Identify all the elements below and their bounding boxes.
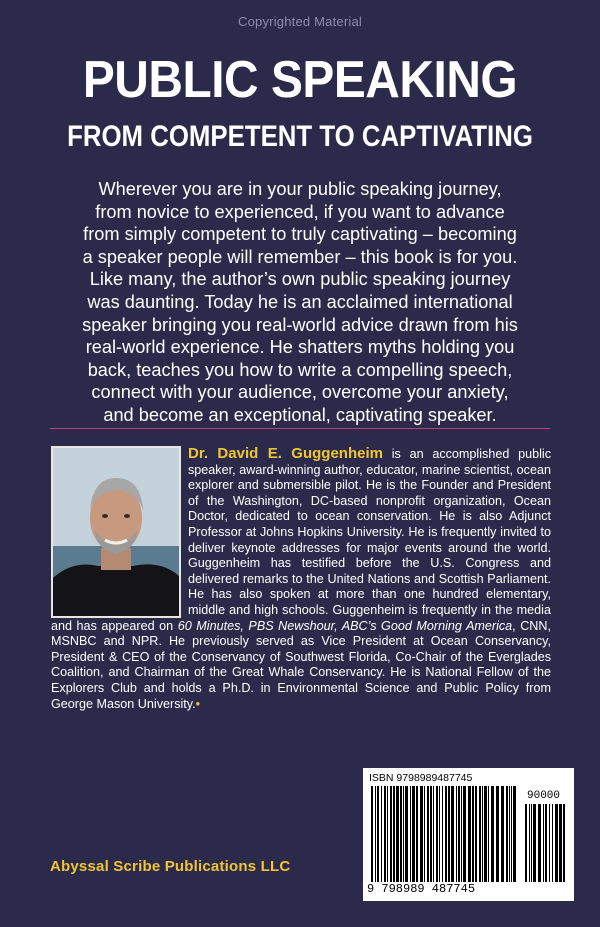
photo-spacer xyxy=(51,446,188,618)
barcode-bar xyxy=(458,786,460,882)
barcode-bar xyxy=(442,786,443,882)
barcode-bar xyxy=(436,786,438,882)
barcode-bar xyxy=(375,786,376,882)
isbn-label: ISBN 9798989487745 xyxy=(369,772,473,784)
barcode-bar xyxy=(538,804,541,882)
barcode-bar xyxy=(479,786,481,882)
barcode-bar xyxy=(433,786,434,882)
barcode-bar xyxy=(482,786,483,882)
barcode-bar xyxy=(463,786,466,882)
blurb-line: and become an exceptional, captivating speaker. xyxy=(103,404,497,425)
barcode-box xyxy=(363,768,574,901)
barcode-bar xyxy=(393,786,395,882)
barcode-bar xyxy=(552,804,553,882)
blurb-line: connect with your audience, overcome your anxiety, xyxy=(91,382,509,403)
blurb-line: speaker bringing you real-world advice drawn from his xyxy=(82,314,518,335)
barcode-bar xyxy=(545,804,547,882)
barcode-bar xyxy=(400,786,402,882)
barcode-bar xyxy=(416,786,418,882)
barcode-bar xyxy=(448,786,450,882)
bio-text-part2: , CNN, MSNBC and NPR. He previously served as Vice President at Ocean Conservancy, President & CEO of the Conservancy of Southwest Florida, Co-Chair of the Everglades Coalition, and Chairman of the Great Whale Conservancy. He is National Fellow of the Explorers Club and holds a Ph.D. in Environmental Science and Public Policy from George Mason University. xyxy=(51,618,551,711)
barcode-bar xyxy=(529,804,530,882)
barcode-bar xyxy=(451,786,454,882)
barcode-bar xyxy=(513,786,516,882)
barcode-bar xyxy=(445,786,447,882)
blurb-line: Wherever you are in your public speaking journey, xyxy=(98,179,502,199)
barcode-bar xyxy=(488,786,489,882)
barcode-bar xyxy=(371,786,373,882)
barcode-bar xyxy=(461,786,462,882)
barcode-bar xyxy=(456,786,457,882)
publisher-name: Abyssal Scribe Publications LLC xyxy=(50,858,291,875)
watermark: Copyrighted Material xyxy=(238,14,362,29)
barcode-bar xyxy=(496,786,499,882)
blurb-line: real-world experience. He shatters myths holding you xyxy=(85,337,515,358)
barcode-bar xyxy=(491,786,494,882)
barcode-bar xyxy=(427,786,429,882)
barcode-bar xyxy=(525,804,527,882)
barcode-bar xyxy=(511,786,512,882)
barcode-bar xyxy=(531,804,532,882)
blurb-line: Like many, the author’s own public speaking journey xyxy=(89,269,511,290)
barcode-bar xyxy=(543,804,544,882)
blurb-line: a speaker people will remember – this book is for you. xyxy=(82,246,518,267)
barcode-bar xyxy=(384,786,386,882)
price-code: 90000 xyxy=(527,790,561,802)
barcode-bar xyxy=(501,786,504,882)
barcode-bar xyxy=(405,786,408,882)
barcode-bar xyxy=(439,786,440,882)
barcode-digits: 9 798989 487745 xyxy=(367,882,476,896)
barcode-bar xyxy=(424,786,425,882)
section-divider xyxy=(50,428,550,429)
blurb-line: from simply competent to truly captivating – becoming xyxy=(83,224,517,245)
bio-text-part1: is an accomplished public speaker, award-winning author, educator, marine scientist, ocean explorer and submersible pilot. He is the Founder and President of the Washington, DC-based nonprofit organization, Ocean Doctor, dedicated to ocean conservation. He is also Adjunct Professor at Johns Hopkins University. He is frequently invited to deliver keynote addresses for major events around the world. Guggenheim has testified before the U.S. Congress and delivered remarks to the United Nations and Scottish Parliament. He has also spoken at more than one hundred elementary, middle and high schools. Guggenheim is frequently in the media and has appeared on xyxy=(51,447,551,633)
blurb-line: from novice to experienced, if you want to advance xyxy=(95,201,505,222)
barcode-bar xyxy=(420,786,423,882)
barcode-bar xyxy=(509,786,510,882)
author-name: Dr. David E. Guggenheim xyxy=(188,445,383,462)
barcode-bar xyxy=(430,786,432,882)
barcode-bar xyxy=(533,804,536,882)
barcode-bar xyxy=(387,786,388,882)
barcode-bar xyxy=(475,786,477,882)
barcode-bar xyxy=(403,786,404,882)
book-subtitle: FROM COMPETENT TO CAPTIVATING xyxy=(67,120,533,153)
blurb xyxy=(30,178,570,427)
barcode-bar xyxy=(472,786,474,882)
barcode-bars xyxy=(371,786,521,886)
bio-media-italic: 60 Minutes, PBS Newshour, ABC’s Good Morning America xyxy=(177,618,513,633)
barcode-bar xyxy=(549,804,550,882)
blurb-line: back, teaches you how to write a compelling speech, xyxy=(87,359,513,380)
barcode-bar xyxy=(377,786,379,882)
barcode-bar xyxy=(484,786,487,882)
barcode-bar xyxy=(468,786,471,882)
author-bio xyxy=(51,446,551,712)
barcode-bar xyxy=(555,804,558,882)
barcode-bar xyxy=(381,786,382,882)
barcode-bar xyxy=(559,804,562,882)
blurb-line: was daunting. Today he is an acclaimed international xyxy=(87,291,513,312)
barcode-bar xyxy=(390,786,392,882)
barcode-bar xyxy=(410,786,411,882)
barcode-bar xyxy=(412,786,415,882)
barcode-bar xyxy=(506,786,508,882)
end-mark: • xyxy=(195,696,201,711)
book-title: PUBLIC SPEAKING xyxy=(82,51,518,109)
barcode-bar xyxy=(563,804,565,882)
price-barcode-bars xyxy=(525,804,569,882)
barcode-bar xyxy=(396,786,399,882)
